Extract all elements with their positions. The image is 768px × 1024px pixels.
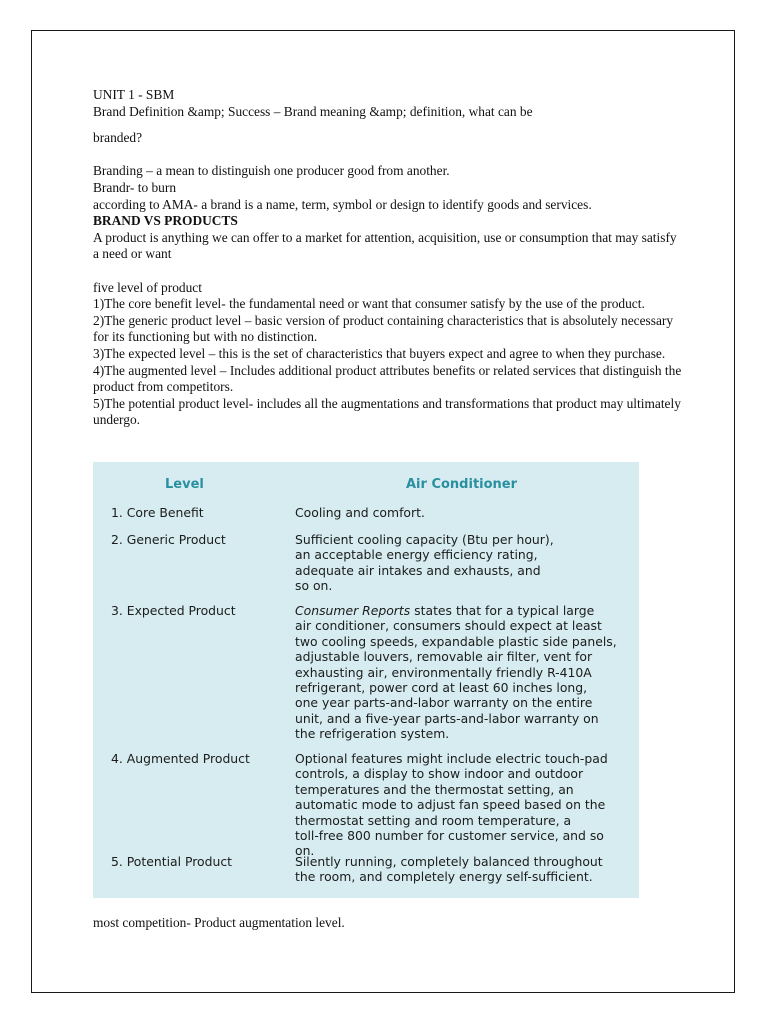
row-level: 4. Augmented Product — [111, 751, 250, 766]
product-definition: A product is anything we can offer to a market for attention, acquisition, use or consumption that may satisfy a need or want — [93, 229, 677, 262]
row-description: Optional features might include electric touch-pad controls, a display to show indoor and outdoor temperatures and the thermostat setting, an automatic mode to adjust fan speed based on the thermostat setting and room temperature, a toll-free 800 number for customer service, and so on. — [295, 751, 608, 859]
row-level: 1. Core Benefit — [111, 505, 204, 520]
topic-line-continued: branded? — [93, 130, 143, 146]
level-item: 4)The augmented level – Includes additional product attributes benefits or related services that distinguish the product from competitors. — [93, 362, 682, 395]
table-header-product: Air Conditioner — [406, 477, 518, 492]
document-body — [93, 87, 683, 429]
level-item: 3)The expected level – this is the set of characteristics that buyers expect and agree to when they purchase. — [93, 345, 666, 361]
row-description: Sufficient cooling capacity (Btu per hour), an acceptable energy efficiency rating, adequate air intakes and exhausts, and so on. — [295, 532, 554, 594]
brandr-definition: Brandr- to burn — [93, 179, 177, 195]
ama-definition: according to AMA- a brand is a name, term, symbol or design to identify goods and services. — [93, 196, 592, 212]
product-levels-table — [93, 462, 639, 898]
levels-intro: five level of product — [93, 279, 202, 295]
topic-line: Brand Definition &amp; Success – Brand meaning &amp; definition, what can be — [93, 103, 533, 119]
level-item: 1)The core benefit level- the fundamental need or want that consumer satisfy by the use of the product. — [93, 296, 645, 312]
row-level: 5. Potential Product — [111, 854, 233, 869]
branding-definition: Branding – a mean to distinguish one producer good from another. — [93, 163, 450, 179]
table-header-level: Level — [165, 477, 204, 492]
row-description: Cooling and comfort. — [295, 505, 425, 520]
row-description: Silently running, completely balanced throughout the room, and completely energy self-sufficient. — [295, 854, 603, 885]
row-level: 3. Expected Product — [111, 603, 236, 618]
row-description: Consumer Reports states that for a typical large air conditioner, consumers should expect at least two cooling speeds, expandable plastic side panels, adjustable louvers, removable air filter, vent for exhausting air, environmentally friendly R-410A refrigerant, power cord at least 60 inches long, one year parts-and-labor warranty on the entire unit, and a five-year parts-and-labor warranty on the refrigeration system. — [295, 603, 617, 742]
level-item: 2)The generic product level – basic version of product containing characteristics that is absolutely necessary for its functioning but with no distinction. — [93, 312, 674, 345]
row-level: 2. Generic Product — [111, 532, 226, 547]
footer-note: most competition- Product augmentation level. — [93, 915, 345, 930]
level-item: 5)The potential product level- includes all the augmentations and transformations that product may ultimately undergo. — [93, 395, 681, 428]
section-heading: BRAND VS PRODUCTS — [93, 213, 238, 229]
unit-title: UNIT 1 - SBM — [93, 87, 175, 102]
